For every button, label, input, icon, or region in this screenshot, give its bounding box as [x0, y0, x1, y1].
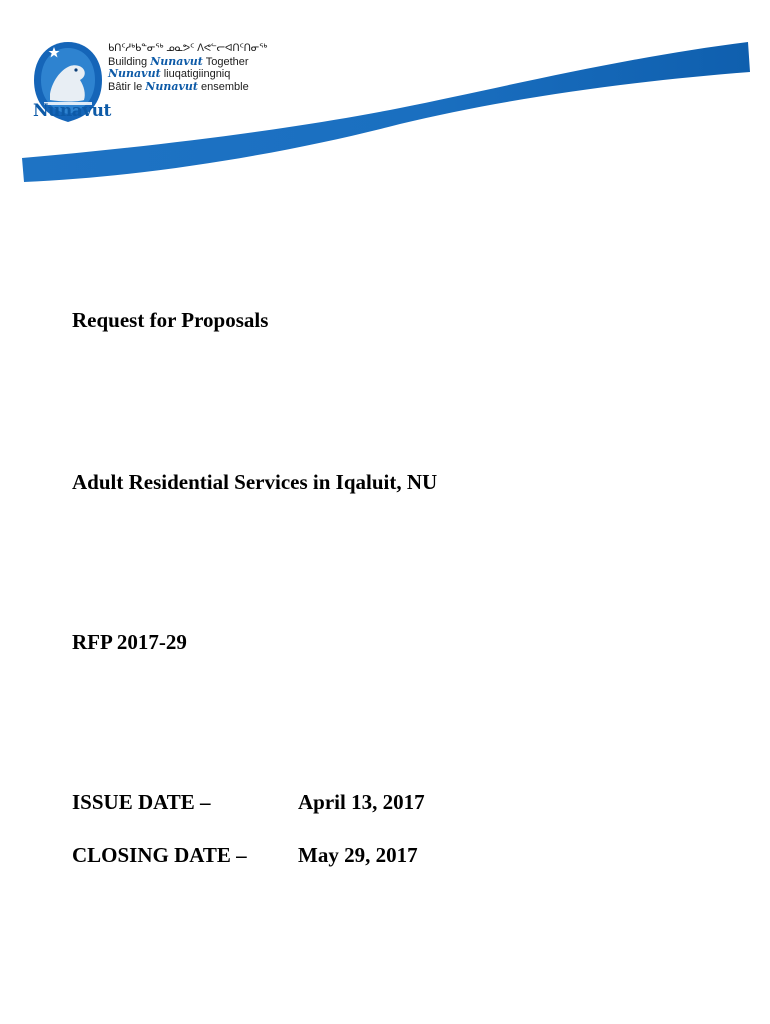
issue-date-label: ISSUE DATE – [72, 790, 211, 814]
nunavut-wordmark: Nunavut [33, 101, 111, 121]
tagline-inuktitut: Nunavut liuqatigiingniq [108, 67, 231, 80]
issue-date-row [72, 790, 425, 815]
rfp-number: RFP 2017-29 [72, 630, 187, 654]
document-subject: Adult Residential Services in Iqaluit, NU [72, 470, 438, 494]
header-tagline [108, 43, 267, 93]
issue-date-value: April 13, 2017 [298, 790, 425, 814]
closing-date-label: CLOSING DATE – [72, 843, 247, 867]
closing-date-row [72, 843, 418, 868]
document-title: Request for Proposals [72, 308, 269, 332]
tagline-french: Bâtir le Nunavut ensemble [108, 79, 249, 93]
closing-date-value: May 29, 2017 [298, 843, 418, 867]
tagline-syllabics: ᑲᑎᑦᓱᒃᑲᓐᓂᖅ ᓄᓇᕗᑦ ᐱᕙᓪᓕᐊᑎᑦᑎᓂᖅ [108, 43, 268, 54]
tagline-english: Building Nunavut Together [108, 54, 249, 68]
header-swoosh [0, 0, 770, 200]
